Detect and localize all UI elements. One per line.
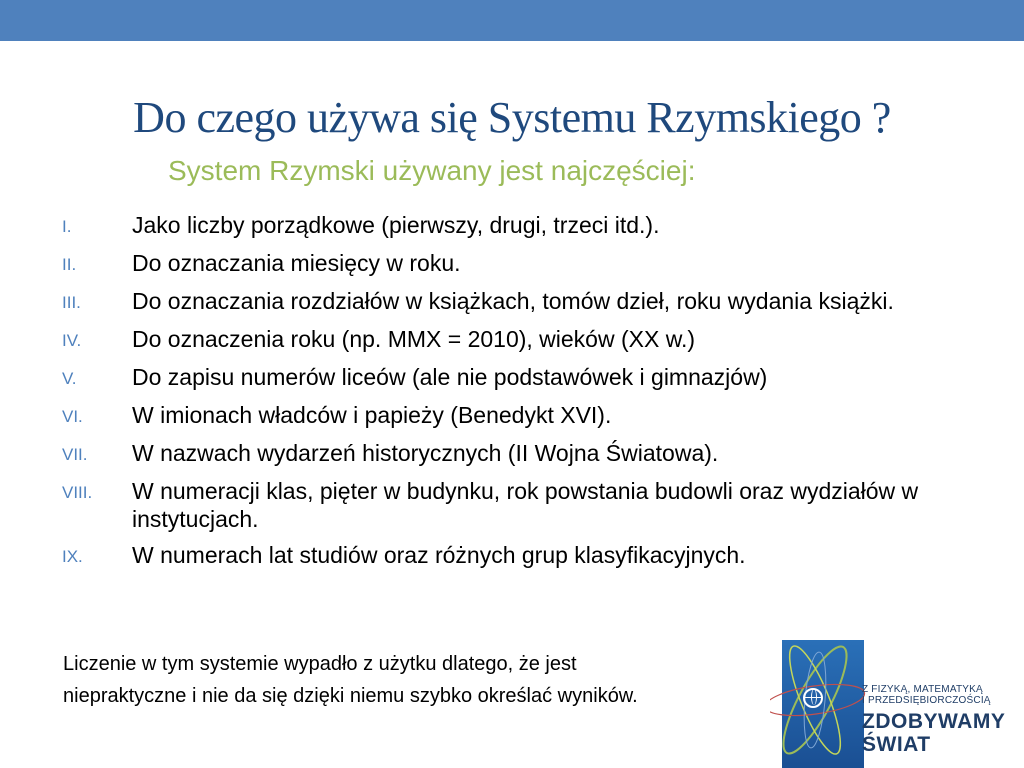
- list-item-text: Do oznaczenia roku (np. MMX = 2010), wieków (XX w.): [132, 326, 696, 352]
- list-item: [62, 541, 962, 571]
- list-item: [62, 287, 962, 317]
- list-item: [62, 477, 962, 533]
- list-numeral: VII.: [62, 445, 88, 464]
- closing-note: [63, 648, 823, 712]
- slide-title: Do czego używa się Systemu Rzymskiego ?: [133, 93, 891, 142]
- list-item-text: W numerach lat studiów oraz różnych grup klasyfikacyjnych.: [132, 542, 746, 568]
- list-numeral: IX.: [62, 547, 83, 566]
- list-item-text: W imionach władców i papieży (Benedykt XVI).: [132, 402, 612, 428]
- list-numeral: I.: [62, 217, 72, 236]
- logo-word-2: ŚWIAT: [862, 733, 931, 756]
- logo-word-1: ZDOBYWAMY: [862, 710, 1006, 733]
- list-item-text: Jako liczby porządkowe (pierwszy, drugi, trzeci itd.).: [132, 212, 660, 238]
- list-numeral: VIII.: [62, 483, 93, 502]
- slide-subtitle: System Rzymski używany jest najczęściej:: [168, 155, 696, 186]
- closing-note-line-2: niepraktyczne i nie da się dzięki niemu szybko określać wyników.: [63, 685, 638, 707]
- list-item: [62, 439, 962, 469]
- list-item-text: Do zapisu numerów liceów (ale nie podstawówek i gimnazjów): [132, 364, 768, 390]
- list-numeral: VI.: [62, 407, 83, 426]
- project-logo: [770, 622, 1024, 768]
- logo-tagline-1: Z FIZYKĄ, MATEMATYKĄ: [862, 684, 983, 695]
- closing-note-line-1: Liczenie w tym systemie wypadło z użytku dlatego, że jest: [63, 653, 577, 675]
- list-item-text: W numeracji klas, pięter w budynku, rok powstania budowli oraz wydziałów w instytucjach.: [132, 478, 919, 532]
- list-numeral: IV.: [62, 331, 82, 350]
- list-numeral: II.: [62, 255, 77, 274]
- list-item: [62, 363, 962, 393]
- list-item: [62, 249, 962, 279]
- list-item-text: Do oznaczania miesięcy w roku.: [132, 250, 461, 276]
- top-bar: [0, 0, 1024, 41]
- list-item: [62, 211, 962, 241]
- list-numeral: III.: [62, 293, 81, 312]
- list-item: [62, 401, 962, 431]
- list-item: [62, 325, 962, 355]
- globe-icon: [803, 688, 823, 708]
- list-item-text: Do oznaczania rozdziałów w książkach, tomów dzieł, roku wydania książki.: [132, 288, 894, 314]
- list-item-text: W nazwach wydarzeń historycznych (II Wojna Światowa).: [132, 440, 719, 466]
- roman-usage-list: [62, 211, 962, 579]
- list-numeral: V.: [62, 369, 77, 388]
- logo-tagline-2: I PRZEDSIĘBIORCZOŚCIĄ: [862, 695, 991, 706]
